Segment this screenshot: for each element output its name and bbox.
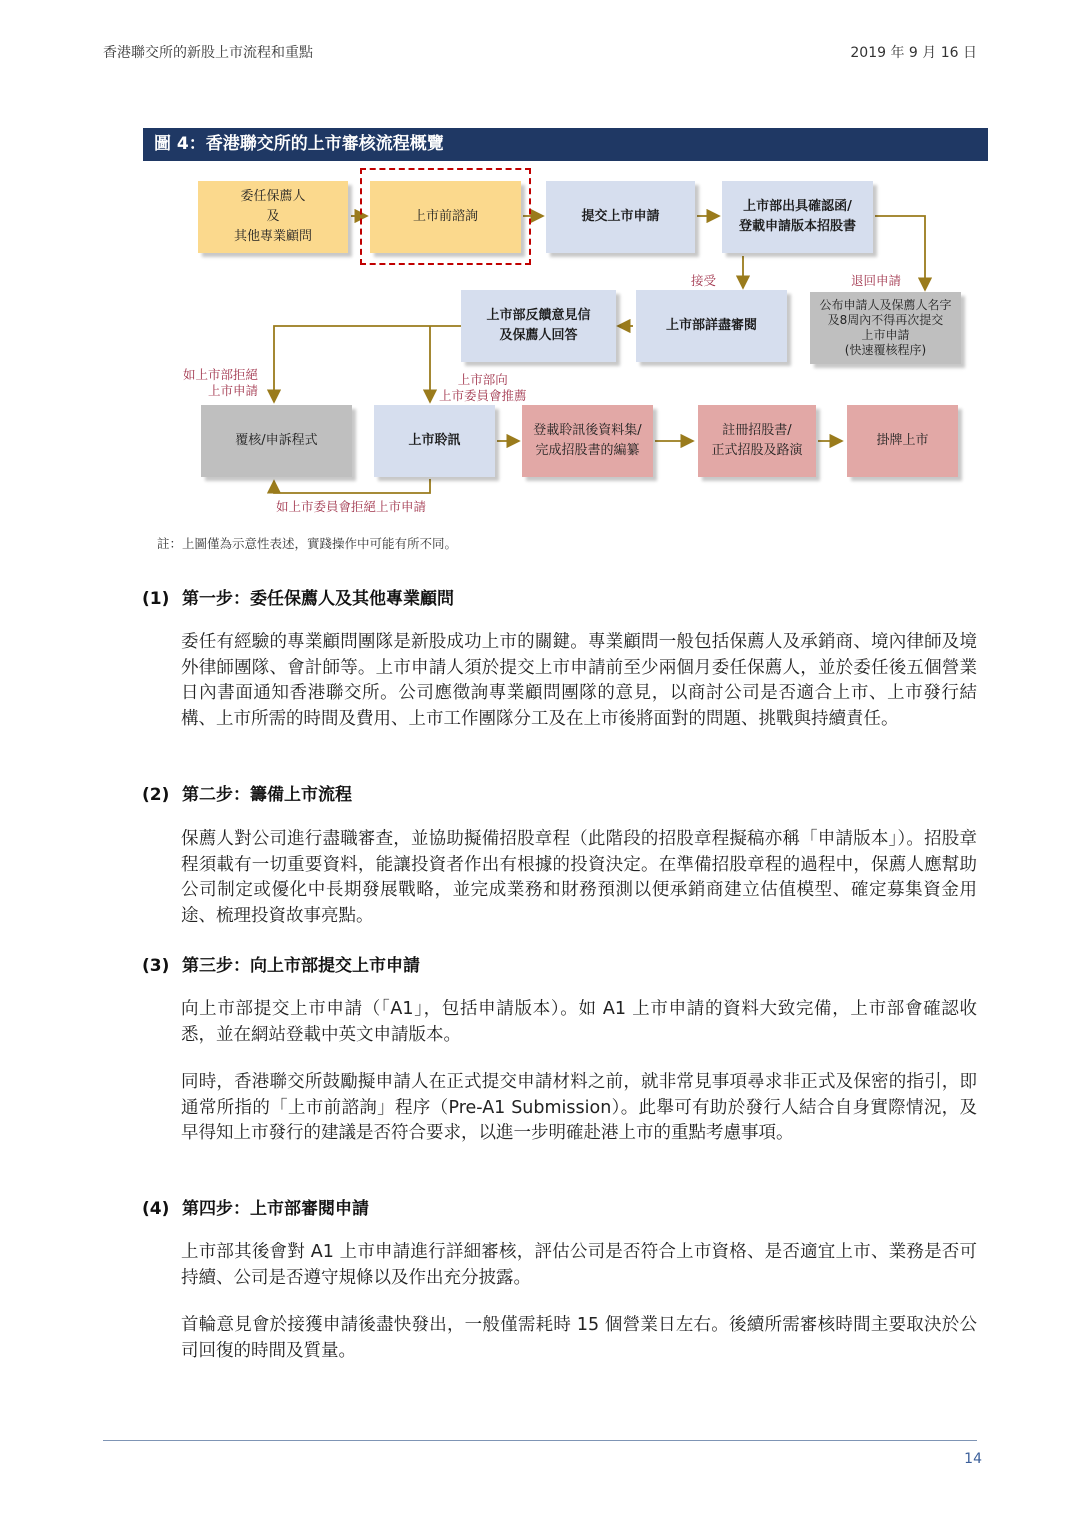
box-detailed-review: 上市部詳盡審閱: [636, 290, 787, 362]
step-paragraph: 向上市部提交上市申請（「A1」，包括申請版本）。如 A1 上市申請的資料大致完備，上市部會確認收悉，並在網站登載中英文申請版本。: [181, 999, 977, 1045]
label-rejected-by-committee: 如上市委員會拒絕上市申請: [276, 499, 427, 514]
arrow-feedback-to-appeal: [274, 326, 461, 402]
figure-note: 註：上圖僅為示意性表述，實踐操作中可能有所不同。: [157, 536, 458, 551]
step-heading-4: [142, 1194, 369, 1219]
label-recommend-to-committee: 上市部向 上市委員會推薦: [439, 372, 527, 403]
step-heading-2: [142, 780, 352, 805]
step-number: (1): [142, 589, 170, 609]
step-paragraph: 上市部其後會對 A1 上市申請進行詳細審核，評估公司是否符合上市資格、是否適宜上市、業務是否可持續、公司是否遵守規條以及作出充分披露。: [181, 1242, 977, 1288]
box-pre-consultation: 上市前諮詢: [370, 181, 521, 253]
flowchart: [143, 161, 988, 526]
box-appeal-process: 覆核/申訴程式: [201, 405, 352, 477]
step-paragraph: 保薦人對公司進行盡職審查，並協助擬備招股章程（此階段的招股章程擬稿亦稱「申請版本」）。招股章程須載有一切重要資料，能讓投資者作出有根據的投資決定。在準備招股章程的過程中，保薦人應幫助公司制定或優化中長期發展戰略，並完成業務和財務預測以便承銷商建立估值模型、確定募集資金用途、梳理投資故事亮點。: [181, 829, 977, 926]
step-title: 第四步：上市部審閱申請: [182, 1199, 369, 1219]
figure-title: 圖 4：香港聯交所的上市審核流程概覽: [143, 128, 988, 161]
box-listing-hearing: 上市聆訊: [374, 405, 495, 477]
step-paragraph: 委任有經驗的專業顧問團隊是新股成功上市的關鍵。專業顧問一般包括保薦人及承銷商、境內律師及境外律師團隊、會計師等。上市申請人須於提交上市申請前至少兩個月委任保薦人，並於委任後五個營業日內書面通知香港聯交所。公司應徵詢專業顧問團隊的意見，以商討公司是否適合上市、上市發行結構、上市所需的時間及費用、上市工作團隊分工及在上市後將面對的問題、挑戰與持續責任。: [181, 632, 977, 729]
label-return-application: 退回申請: [851, 273, 902, 288]
label-rejected-by-dept: 如上市部拒絕 上市申請: [183, 367, 259, 398]
step-paragraph: 首輪意見會於接獲申請後盡快發出，一般僅需耗時 15 個營業日左右。後續所需審核時間主要取決於公司回復的時間及質量。: [181, 1315, 977, 1361]
running-header-title: 香港聯交所的新股上市流程和重點: [103, 45, 313, 61]
step-title: 第三步：向上市部提交上市申請: [182, 956, 420, 976]
page-number: 14: [964, 1451, 982, 1467]
step-number: (3): [142, 956, 170, 976]
box-listing: 掛牌上市: [847, 405, 958, 477]
label-accept: 接受: [691, 273, 717, 288]
step-title: 第一步：委任保薦人及其他專業顧問: [182, 589, 454, 609]
step-heading-3: [142, 951, 420, 976]
arrow-hearing-to-appeal: [274, 479, 430, 493]
box-appoint-sponsor: 委任保薦人 及 其他專業顧問: [198, 181, 348, 253]
step-number: (4): [142, 1199, 170, 1219]
step-paragraph: 同時，香港聯交所鼓勵擬申請人在正式提交申請材料之前，就非常見事項尋求非正式及保密的指引，即通常所指的「上市前諮詢」程序（Pre-A1 Submission）。此舉可有助於發行人結合自身實際情況，及早得知上市發行的建議是否符合要求，以進一步明確赴港上市的重點考慮事項。: [181, 1072, 977, 1143]
step-heading-1: [142, 584, 454, 609]
step-number: (2): [142, 785, 170, 805]
box-feedback-letter: 上市部反饋意見信 及保薦人回答: [461, 290, 616, 362]
box-confirmation-letter: 上市部出具確認函/ 登載申請版本招股書: [722, 181, 873, 253]
box-post-hearing: 登載聆訊後資料集/ 完成招股書的編纂: [522, 405, 653, 477]
running-header-date: 2019 年 9 月 16 日: [850, 45, 977, 61]
footer-divider: [103, 1440, 977, 1441]
box-register-prospectus: 註冊招股書/ 正式招股及路演: [698, 405, 816, 477]
box-returned-application: 公布申請人及保薦人名字 及8周內不得再次提交 上市申請 (快速覆核程序): [810, 292, 961, 364]
step-title: 第二步：籌備上市流程: [182, 785, 352, 805]
box-submit-application: 提交上市申請: [546, 181, 695, 253]
